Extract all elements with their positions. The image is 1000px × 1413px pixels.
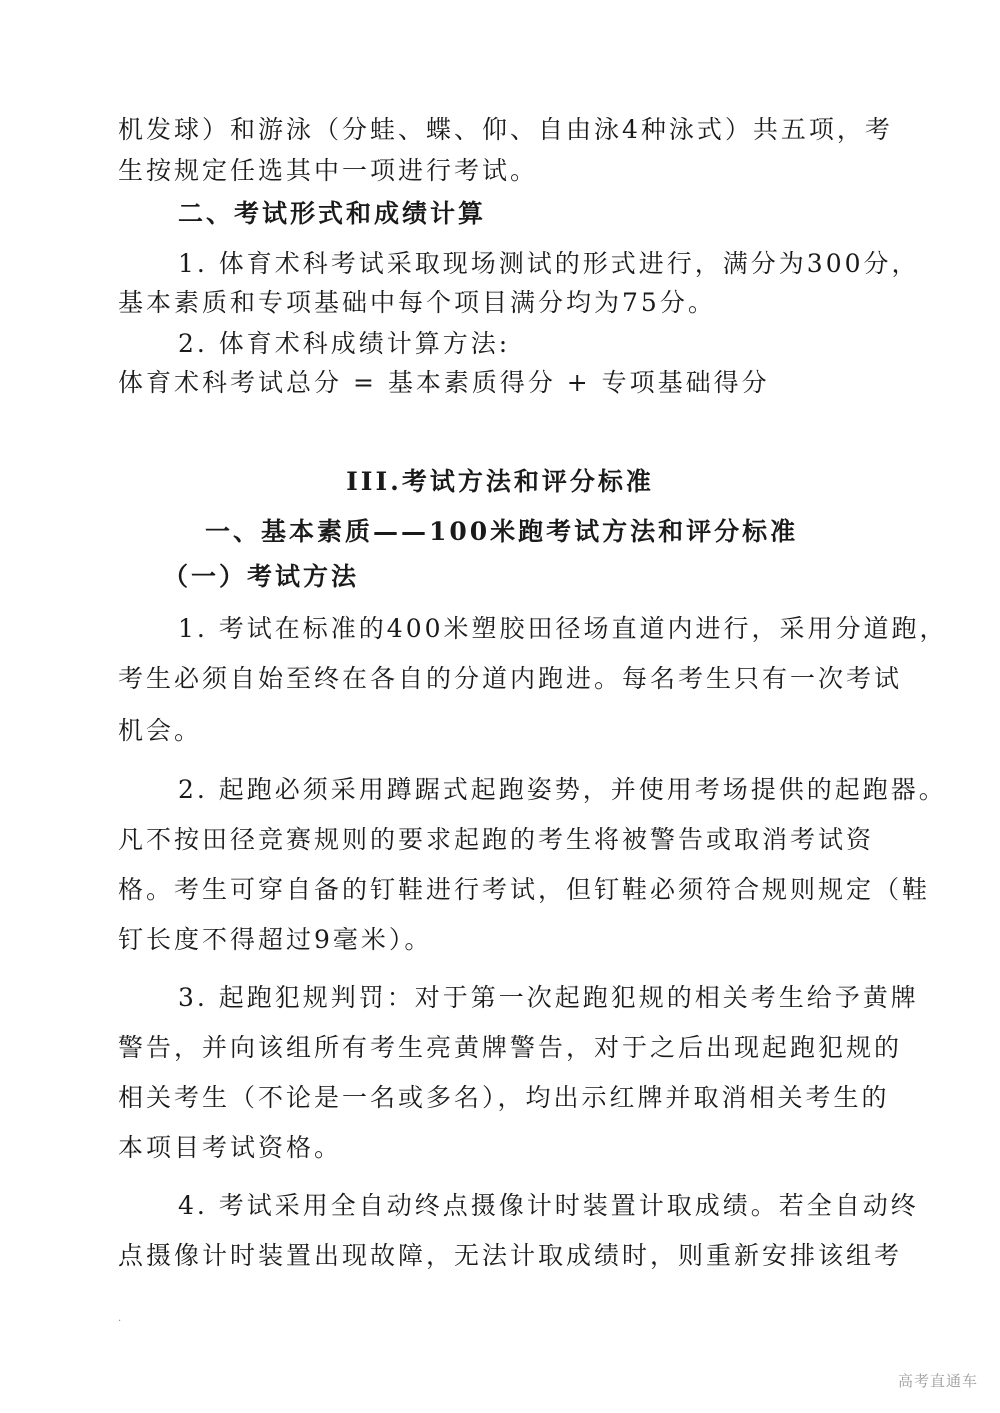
chapter-heading: III.考试方法和评分标准 [346, 467, 654, 496]
paragraph-line: 1. 考试在标准的400米塑胶田径场直道内进行，采用分道跑， [178, 614, 948, 643]
paragraph-line: 基本素质和专项基础中每个项目满分均为75分。 [118, 288, 716, 317]
paragraph-line: 机发球）和游泳（分蛙、蝶、仰、自由泳4种泳式）共五项，考 [118, 115, 893, 144]
paragraph-line: 2. 体育术科成绩计算方法: [178, 329, 511, 358]
paragraph-line: 4. 考试采用全自动终点摄像计时装置计取成绩。若全自动终 [178, 1191, 919, 1220]
paragraph-line: 3. 起跑犯规判罚：对于第一次起跑犯规的相关考生给予黄牌 [178, 983, 919, 1012]
sub-heading: （一）考试方法 [163, 562, 360, 591]
paragraph-line: 凡不按田径竞赛规则的要求起跑的考生将被警告或取消考试资 [118, 825, 875, 854]
watermark: 高考直通车 [897, 1372, 978, 1390]
paragraph-line: 1. 体育术科考试采取现场测试的形式进行，满分为300分， [178, 249, 920, 278]
section-heading: 二、考试形式和成绩计算 [178, 199, 487, 228]
paragraph-line: 点摄像计时装置出现故障，无法计取成绩时，则重新安排该组考 [118, 1241, 903, 1270]
paragraph-line: 钉长度不得超过9毫米）。 [118, 925, 433, 954]
paragraph-line: 机会。 [118, 716, 203, 745]
paragraph-line: 格。考生可穿自备的钉鞋进行考试，但钉鞋必须符合规则规定（鞋 [118, 875, 931, 904]
subsection-heading: 一、基本素质——100米跑考试方法和评分标准 [205, 517, 799, 546]
formula-line: 体育术科考试总分 = 基本素质得分 + 专项基础得分 [118, 368, 770, 397]
paragraph-line: 考生必须自始至终在各自的分道内跑进。每名考生只有一次考试 [118, 664, 903, 693]
paragraph-line: 2. 起跑必须采用蹲踞式起跑姿势，并使用考场提供的起跑器。 [178, 775, 947, 804]
paragraph-line: 警告，并向该组所有考生亮黄牌警告，对于之后出现起跑犯规的 [118, 1033, 903, 1062]
paragraph-line: 相关考生（不论是一名或多名），均出示红牌并取消相关考生的 [118, 1083, 890, 1112]
scan-speck: · [118, 1316, 122, 1327]
paragraph-line: 生按规定任选其中一项进行考试。 [118, 156, 539, 185]
paragraph-line: 本项目考试资格。 [118, 1133, 343, 1162]
